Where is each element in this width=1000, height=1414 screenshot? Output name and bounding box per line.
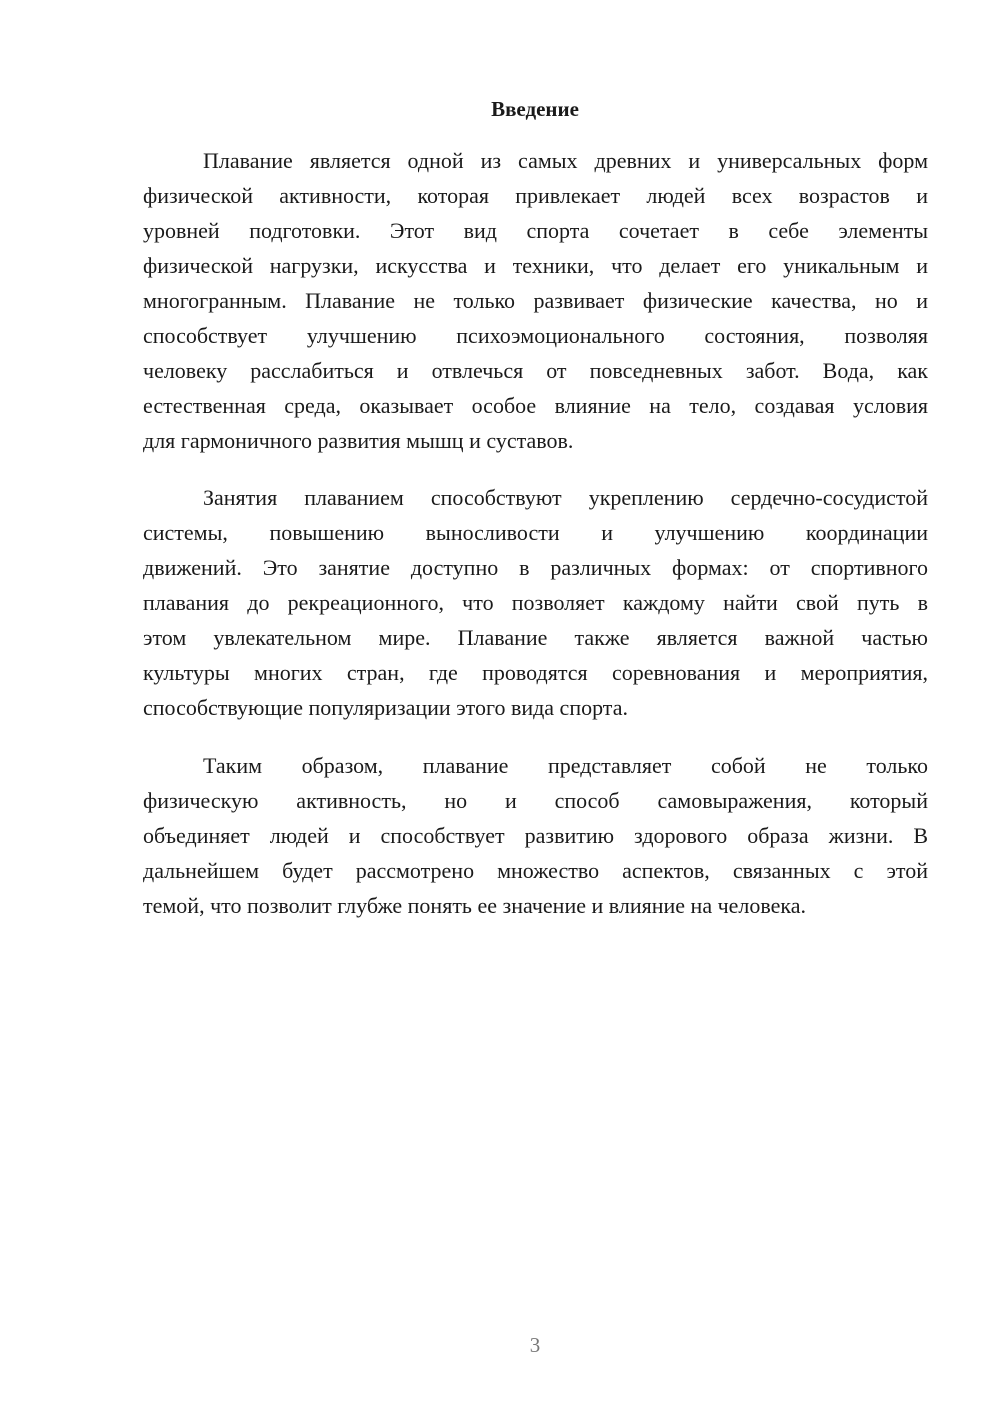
- text-line: для гармоничного развития мышц и суставов.: [143, 428, 574, 453]
- text-line: физической активности, которая привлекает людей всех возрастов и: [143, 183, 928, 208]
- text-line: этом увлекательном мире. Плавание также является важной частью: [143, 625, 928, 650]
- text-line: плавания до рекреационного, что позволяет каждому найти свой путь в: [143, 590, 928, 615]
- text-line: человеку расслабиться и отвлечься от повседневных забот. Вода, как: [143, 358, 928, 383]
- text-line: системы, повышению выносливости и улучшению координации: [143, 520, 928, 545]
- text-line: способствующие популяризации этого вида спорта.: [143, 695, 628, 720]
- page-number: 3: [529, 1333, 541, 1357]
- paragraph-2: [143, 480, 928, 725]
- text-line: Занятия плаванием способствуют укреплению сердечно-сосудистой: [203, 485, 928, 510]
- paragraph-1: [143, 143, 928, 458]
- paragraph-3: [143, 748, 928, 923]
- text-line: физическую активность, но и способ самовыражения, который: [143, 788, 928, 813]
- text-line: культуры многих стран, где проводятся соревнования и мероприятия,: [143, 660, 928, 685]
- text-line: объединяет людей и способствует развитию здорового образа жизни. В: [143, 823, 928, 848]
- text-line: Плавание является одной из самых древних и универсальных форм: [203, 148, 928, 173]
- text-line: дальнейшем будет рассмотрено множество аспектов, связанных с этой: [143, 858, 928, 883]
- page-title: Введение: [491, 97, 579, 121]
- text-line: Таким образом, плавание представляет собой не только: [203, 753, 928, 778]
- text-line: способствует улучшению психоэмоционального состояния, позволяя: [143, 323, 928, 348]
- text-line: многогранным. Плавание не только развивает физические качества, но и: [143, 288, 928, 313]
- text-line: уровней подготовки. Этот вид спорта сочетает в себе элементы: [143, 218, 928, 243]
- text-line: физической нагрузки, искусства и техники, что делает его уникальным и: [143, 253, 928, 278]
- text-line: движений. Это занятие доступно в различных формах: от спортивного: [143, 555, 928, 580]
- text-line: темой, что позволит глубже понять ее значение и влияние на человека.: [143, 893, 807, 918]
- text-line: естественная среда, оказывает особое влияние на тело, создавая условия: [143, 393, 928, 418]
